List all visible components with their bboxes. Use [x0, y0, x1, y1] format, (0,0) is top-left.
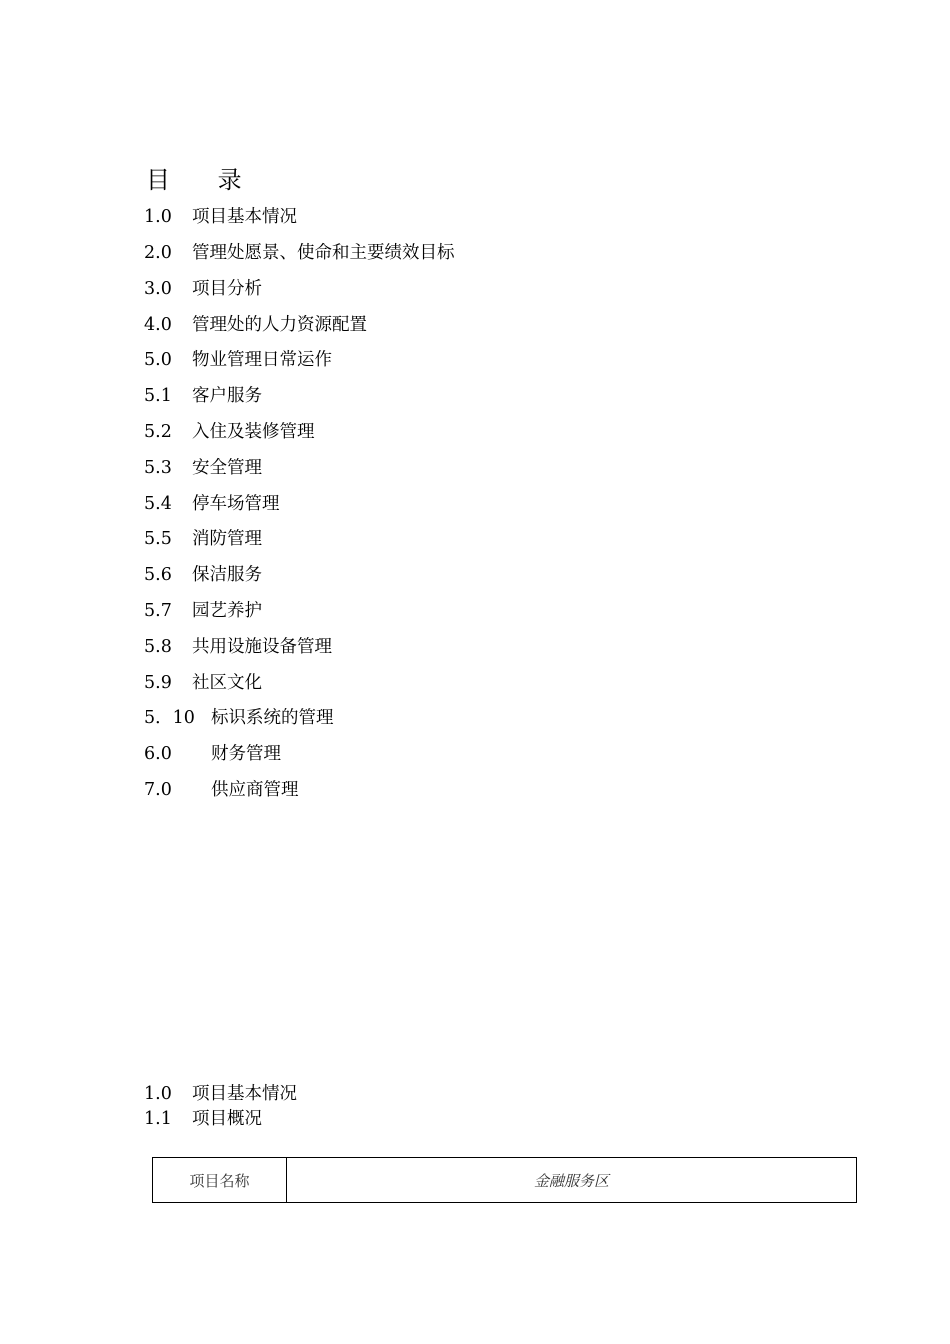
toc-item-number: 3.0	[144, 278, 172, 299]
toc-item-text: 共用设施设备管理	[192, 636, 332, 657]
toc-item	[144, 236, 455, 272]
toc-item	[144, 558, 455, 594]
toc-item-number: 7.0	[144, 779, 172, 800]
subsection-heading-number: 1.1	[144, 1109, 172, 1129]
toc-item	[144, 737, 455, 773]
toc-item-number: 5.6	[144, 565, 172, 586]
toc-item-number: 2.0	[144, 242, 172, 263]
toc-item-text: 物业管理日常运作	[192, 350, 332, 371]
section-heading-text: 项目基本情况	[192, 1084, 297, 1104]
toc-item-text: 保洁服务	[192, 565, 262, 586]
project-info-table	[152, 1157, 857, 1203]
toc-item	[144, 379, 455, 415]
toc-item	[144, 307, 455, 343]
toc-item	[144, 415, 455, 451]
subsection-heading	[144, 1111, 262, 1129]
project-name-label: 项目名称	[153, 1158, 287, 1203]
toc-item-text: 客户服务	[192, 386, 262, 407]
toc-item	[144, 451, 455, 487]
project-name-value: 金融服务区	[287, 1158, 857, 1203]
toc-item-text: 管理处愿景、使命和主要绩效目标	[192, 242, 455, 263]
toc-item-text: 安全管理	[192, 457, 262, 478]
toc-item-number: 5．10	[144, 708, 195, 729]
toc-item-text: 管理处的人力资源配置	[192, 314, 367, 335]
toc-item-number: 5.2	[144, 421, 172, 442]
toc-item-text: 财务管理	[211, 744, 281, 765]
toc-item-number: 5.0	[144, 350, 172, 371]
toc-item	[144, 486, 455, 522]
section-heading	[144, 1086, 297, 1104]
toc-item-number: 5.8	[144, 636, 172, 657]
table-row	[153, 1158, 857, 1203]
toc-item-text: 项目基本情况	[192, 207, 297, 228]
toc-list	[144, 200, 455, 809]
toc-item-text: 项目分析	[192, 278, 262, 299]
toc-item	[144, 522, 455, 558]
toc-item	[144, 773, 455, 809]
toc-item-number: 5.3	[144, 457, 172, 478]
subsection-heading-text: 项目概况	[192, 1109, 262, 1129]
toc-item	[144, 594, 455, 630]
toc-item	[144, 701, 455, 737]
toc-title: 目 录	[146, 166, 262, 194]
toc-item-number: 5.1	[144, 386, 172, 407]
toc-item-number: 5.5	[144, 529, 172, 550]
toc-item	[144, 272, 455, 308]
section-heading-number: 1.0	[144, 1084, 172, 1104]
toc-item-text: 消防管理	[192, 529, 262, 550]
toc-item-number: 5.7	[144, 600, 172, 621]
toc-item-text: 社区文化	[192, 672, 262, 693]
toc-item-text: 入住及装修管理	[192, 421, 315, 442]
toc-item-number: 4.0	[144, 314, 172, 335]
toc-item	[144, 200, 455, 236]
toc-item-number: 1.0	[144, 207, 172, 228]
toc-item-number: 6.0	[144, 744, 172, 765]
toc-item	[144, 630, 455, 666]
toc-item-text: 园艺养护	[192, 600, 262, 621]
toc-item-text: 停车场管理	[192, 493, 280, 514]
toc-item-text: 标识系统的管理	[211, 708, 334, 729]
toc-item-text: 供应商管理	[211, 779, 299, 800]
toc-item-number: 5.9	[144, 672, 172, 693]
toc-item-number: 5.4	[144, 493, 172, 514]
toc-item	[144, 343, 455, 379]
toc-item	[144, 665, 455, 701]
